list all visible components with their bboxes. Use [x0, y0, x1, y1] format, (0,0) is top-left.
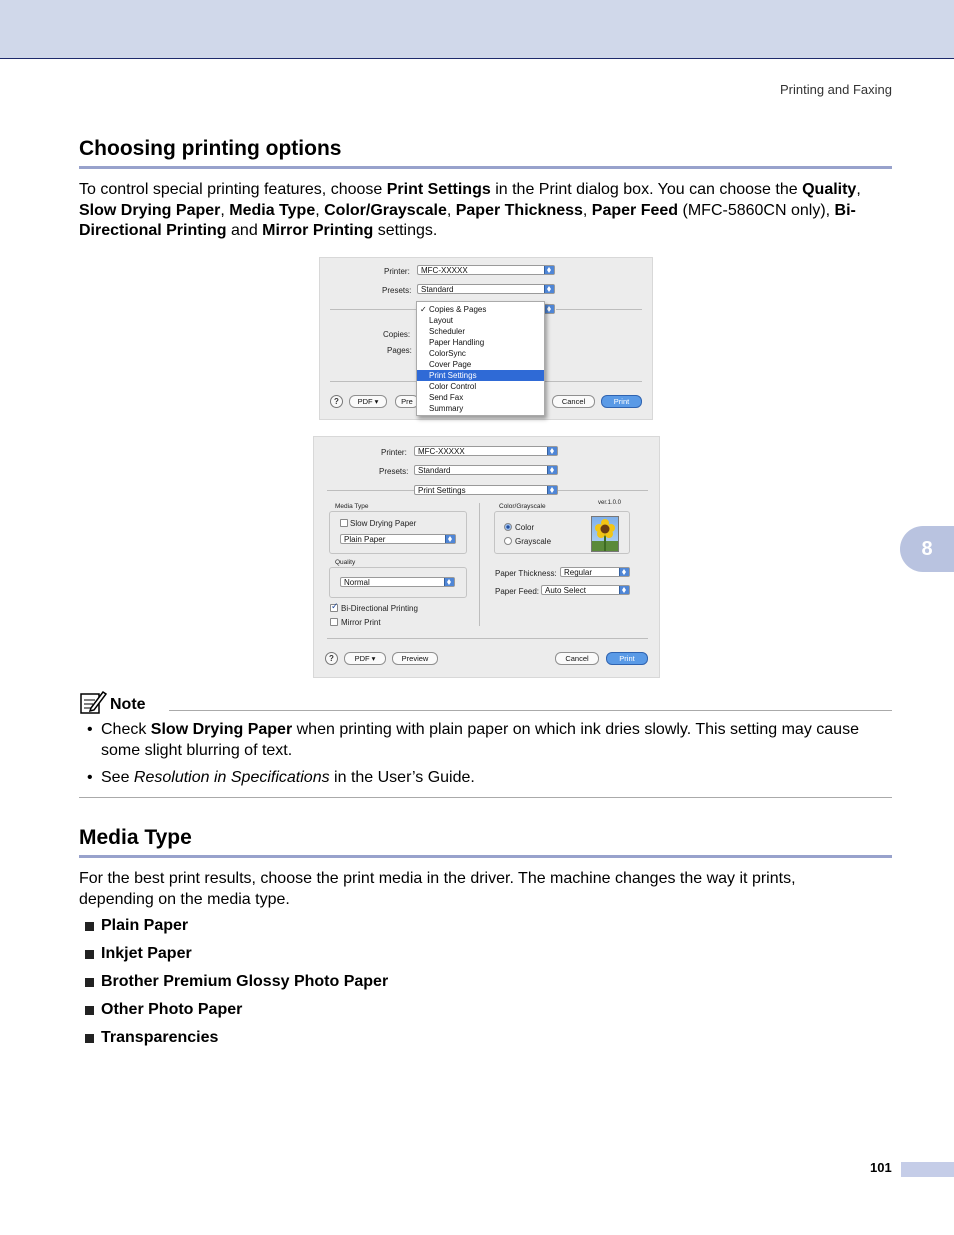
- note-bullet-slow-drying: Check Slow Drying Paper when printing with plain paper on which ink dries slowly. This setting may cause some slight blurring of text.: [101, 721, 859, 759]
- header-band: [0, 0, 954, 59]
- paper-feed-popup[interactable]: Auto Select: [541, 585, 630, 595]
- pdf-button[interactable]: PDF ▾: [344, 652, 386, 665]
- bidirectional-label: Bi-Directional Printing: [341, 604, 418, 613]
- printer-label: Printer:: [384, 267, 410, 276]
- grayscale-radio[interactable]: [504, 537, 512, 545]
- color-label: Color: [515, 523, 535, 532]
- paper-thickness-popup[interactable]: Regular: [560, 567, 630, 577]
- pdf-button[interactable]: PDF ▾: [349, 395, 387, 408]
- printer-popup[interactable]: MFC-XXXXX: [417, 265, 555, 275]
- square-bullet-icon: [85, 922, 94, 931]
- checkmark-icon: ✓: [420, 305, 427, 314]
- square-bullet-icon: [85, 1006, 94, 1015]
- menu-item[interactable]: Cover Page: [429, 360, 472, 369]
- cancel-button[interactable]: Cancel: [555, 652, 599, 665]
- menu-item[interactable]: Summary: [429, 404, 464, 413]
- bullet-marker: •: [87, 721, 93, 738]
- mirror-print-checkbox[interactable]: [330, 618, 338, 626]
- media-type-label: Media Type: [335, 503, 369, 510]
- menu-item[interactable]: Color Control: [429, 382, 477, 391]
- media-intro-paragraph: For the best print results, choose the print media in the driver. The machine changes the way it prints, depending on the media type.: [79, 870, 796, 908]
- paper-feed-label: Paper Feed:: [495, 587, 540, 596]
- chapter-tab: 8: [900, 526, 954, 572]
- section-title-printing-options: Choosing printing options: [79, 137, 892, 169]
- version-label: ver.1.0.0: [598, 500, 622, 506]
- divider: [327, 638, 648, 639]
- bidirectional-checkbox[interactable]: [330, 604, 338, 612]
- preview-button[interactable]: Pre: [395, 395, 419, 408]
- print-button[interactable]: Print: [606, 652, 648, 665]
- pages-label: Pages:: [387, 346, 412, 355]
- menu-item[interactable]: Print Settings: [417, 370, 544, 381]
- square-bullet-icon: [85, 978, 94, 987]
- note-pencil-icon: [79, 690, 107, 714]
- divider: [556, 309, 642, 310]
- mirror-print-label: Mirror Print: [341, 618, 381, 627]
- print-button[interactable]: Print: [601, 395, 642, 408]
- section-title-media-type: Media Type: [79, 826, 892, 858]
- media-type-item: Brother Premium Glossy Photo Paper: [101, 973, 389, 990]
- printer-label: Printer:: [381, 448, 407, 457]
- copies-label: Copies:: [383, 330, 411, 339]
- cancel-button[interactable]: Cancel: [552, 395, 595, 408]
- media-type-item: Transparencies: [101, 1029, 219, 1046]
- note-rule: [169, 710, 892, 711]
- color-radio[interactable]: [504, 523, 512, 531]
- bullet-marker: •: [87, 769, 93, 786]
- quality-label: Quality: [335, 559, 356, 566]
- sunflower-preview-icon: [591, 516, 619, 552]
- panel-popup[interactable]: Print Settings: [414, 485, 558, 495]
- help-icon[interactable]: ?: [325, 652, 338, 665]
- note-bottom-rule: [79, 797, 892, 798]
- menu-item[interactable]: Paper Handling: [429, 338, 485, 347]
- panel-menu[interactable]: [416, 301, 545, 416]
- menu-item[interactable]: Scheduler: [429, 327, 466, 336]
- menu-item[interactable]: ColorSync: [429, 349, 466, 358]
- page-number-bar: [901, 1162, 954, 1177]
- color-grayscale-label: Color/Grayscale: [499, 503, 546, 510]
- media-type-item: Plain Paper: [101, 917, 189, 934]
- media-type-item: Other Photo Paper: [101, 1001, 243, 1018]
- divider: [558, 490, 648, 491]
- vertical-divider: [479, 503, 480, 626]
- quality-popup[interactable]: Normal: [340, 577, 455, 587]
- intro-paragraph: To control special printing features, choose Print Settings in the Print dialog box. You can choose the Quality, Slow Drying Paper, Media Type, Color/Grayscale, Paper Thickness, Paper Feed (MFC-5860CN only), Bi-Directional Printing and Mirror Printing settings.: [79, 181, 861, 239]
- presets-popup[interactable]: Standard: [414, 465, 558, 475]
- note-title: Note: [110, 696, 146, 713]
- media-type-group: [329, 511, 467, 554]
- note-bullet-resolution: See Resolution in Specifications in the User’s Guide.: [101, 769, 475, 786]
- divider: [327, 490, 414, 491]
- media-type-popup[interactable]: Plain Paper: [340, 534, 456, 544]
- presets-label: Presets:: [382, 286, 412, 295]
- printer-popup[interactable]: MFC-XXXXX: [414, 446, 558, 456]
- help-icon[interactable]: ?: [330, 395, 343, 408]
- square-bullet-icon: [85, 1034, 94, 1043]
- page-number: 101: [870, 1160, 892, 1175]
- menu-item[interactable]: Layout: [429, 316, 454, 325]
- square-bullet-icon: [85, 950, 94, 959]
- preview-button[interactable]: Preview: [392, 652, 438, 665]
- menu-item[interactable]: ✓ Copies & Pages: [420, 305, 487, 314]
- media-type-item: Inkjet Paper: [101, 945, 192, 962]
- slow-drying-label: Slow Drying Paper: [350, 519, 417, 528]
- presets-label: Presets:: [379, 467, 409, 476]
- running-title: Printing and Faxing: [779, 82, 892, 97]
- paper-thickness-label: Paper Thickness:: [495, 569, 557, 578]
- menu-item[interactable]: Send Fax: [429, 393, 464, 402]
- divider: [330, 309, 416, 310]
- slow-drying-checkbox[interactable]: [340, 519, 348, 527]
- grayscale-label: Grayscale: [515, 537, 552, 546]
- presets-popup[interactable]: Standard: [417, 284, 555, 294]
